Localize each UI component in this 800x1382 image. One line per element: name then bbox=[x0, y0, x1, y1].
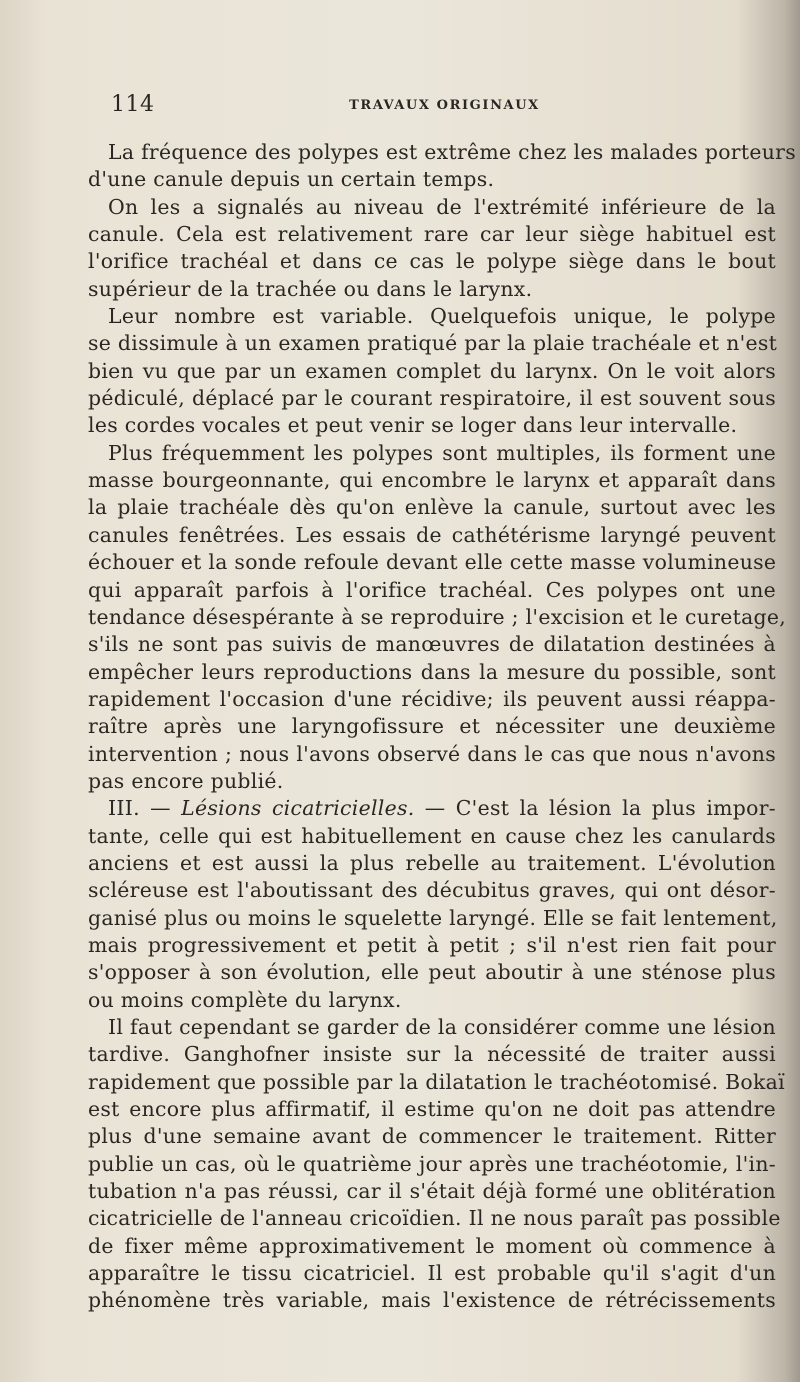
page-header bbox=[107, 92, 762, 126]
text-line: de fixer même approximativement le moment où commence à bbox=[88, 1233, 776, 1258]
text-line: publie un cas, où le quatrième jour après une trachéotomie, l'in- bbox=[88, 1151, 776, 1176]
section-title: Lésions cicatricielles. bbox=[181, 796, 415, 821]
page-number: 114 bbox=[111, 92, 155, 117]
text-line: qui apparaît parfois à l'orifice trachéal. Ces polypes ont une bbox=[88, 577, 776, 602]
text-line: On les a signalés au niveau de l'extrémité inférieure de la bbox=[108, 194, 776, 219]
body-text bbox=[88, 139, 796, 1315]
section-lead-text: — C'est la lésion la plus impor- bbox=[414, 796, 776, 821]
text-line: plus d'une semaine avant de commencer le traitement. Ritter bbox=[88, 1124, 776, 1149]
section-number: III. — bbox=[108, 796, 182, 821]
text-line: ou moins complète du larynx. bbox=[88, 987, 402, 1012]
text-line: cicatricielle de l'anneau cricoïdien. Il ne nous paraît pas possible bbox=[88, 1206, 781, 1231]
text-line: pas encore publié. bbox=[88, 768, 284, 793]
text-line: tardive. Ganghofner insiste sur la nécessité de traiter aussi bbox=[88, 1042, 776, 1067]
text-line: s'ils ne sont pas suivis de manœuvres de dilatation destinées à bbox=[88, 632, 776, 657]
running-head: TRAVAUX ORIGINAUX bbox=[349, 98, 540, 113]
text-line: Il faut cependant se garder de la considérer comme une lésion bbox=[108, 1015, 776, 1039]
text-line: masse bourgeonnante, qui encombre le larynx et apparaît dans bbox=[88, 468, 776, 493]
text-line: mais progressivement et petit à petit ; s'il n'est rien fait pour bbox=[88, 932, 776, 957]
text-line: tendance désespérante à se reproduire ; l'excision et le curetage, bbox=[88, 604, 787, 629]
text-line: supérieur de la trachée ou dans le larynx. bbox=[88, 276, 533, 301]
text-line: d'une canule depuis un certain temps. bbox=[88, 167, 495, 192]
text-line: les cordes vocales et peut venir se loger dans leur intervalle. bbox=[88, 413, 738, 438]
text-line: anciens et est aussi la plus rebelle au traitement. L'évolution bbox=[88, 850, 776, 875]
text-line: s'opposer à son évolution, elle peut aboutir à une sténose plus bbox=[88, 960, 776, 985]
text-line: se dissimule à un examen pratiqué par la plaie trachéale et n'est bbox=[88, 331, 778, 356]
text-line: tante, celle qui est habituellement en cause chez les canulards bbox=[88, 823, 776, 848]
text-line: apparaître le tissu cicatriciel. Il est probable qu'il s'agit d'un bbox=[88, 1261, 776, 1286]
text-line: Leur nombre est variable. Quelquefois unique, le polype bbox=[108, 304, 776, 329]
text-line: La fréquence des polypes est extrême chez les malades porteurs bbox=[108, 140, 796, 164]
text-line: intervention ; nous l'avons observé dans le cas que nous n'avons bbox=[88, 741, 776, 766]
text-line: pédiculé, déplacé par le courant respiratoire, il est souvent sous bbox=[88, 386, 776, 411]
text-line: tubation n'a pas réussi, car il s'était déjà formé une oblitération bbox=[88, 1179, 776, 1204]
text-line: empêcher leurs reproductions dans la mesure du possible, sont bbox=[88, 659, 776, 684]
text-line: rapidement l'occasion d'une récidive; ils peuvent aussi réappa- bbox=[88, 686, 776, 711]
text-line: raître après une laryngofissure et nécessiter une deuxième bbox=[88, 714, 776, 739]
text-line: l'orifice trachéal et dans ce cas le polype siège dans le bout bbox=[88, 249, 776, 274]
text-line: bien vu que par un examen complet du larynx. On le voit alors bbox=[88, 358, 776, 383]
text-line: canules fenêtrées. Les essais de cathétérisme laryngé peuvent bbox=[88, 522, 776, 547]
text-line: scléreuse est l'aboutissant des décubitus graves, qui ont désor- bbox=[88, 878, 776, 903]
section-heading-line bbox=[88, 795, 776, 822]
text-line: échouer et la sonde refoule devant elle cette masse volumineuse bbox=[88, 550, 777, 575]
text-line: Plus fréquemment les polypes sont multiples, ils forment une bbox=[108, 440, 776, 465]
text-line: est encore plus affirmatif, il estime qu'on ne doit pas attendre bbox=[88, 1097, 776, 1122]
text-line: canule. Cela est relativement rare car leur siège habituel est bbox=[88, 222, 776, 247]
text-line: ganisé plus ou moins le squelette laryngé. Elle se fait lentement, bbox=[88, 905, 778, 930]
text-line: la plaie trachéale dès qu'on enlève la canule, surtout avec les bbox=[88, 495, 776, 520]
text-line: phénomène très variable, mais l'existence de rétrécissements bbox=[88, 1288, 776, 1313]
text-line: rapidement que possible par la dilatation le trachéotomisé. Bokaï bbox=[88, 1069, 785, 1094]
